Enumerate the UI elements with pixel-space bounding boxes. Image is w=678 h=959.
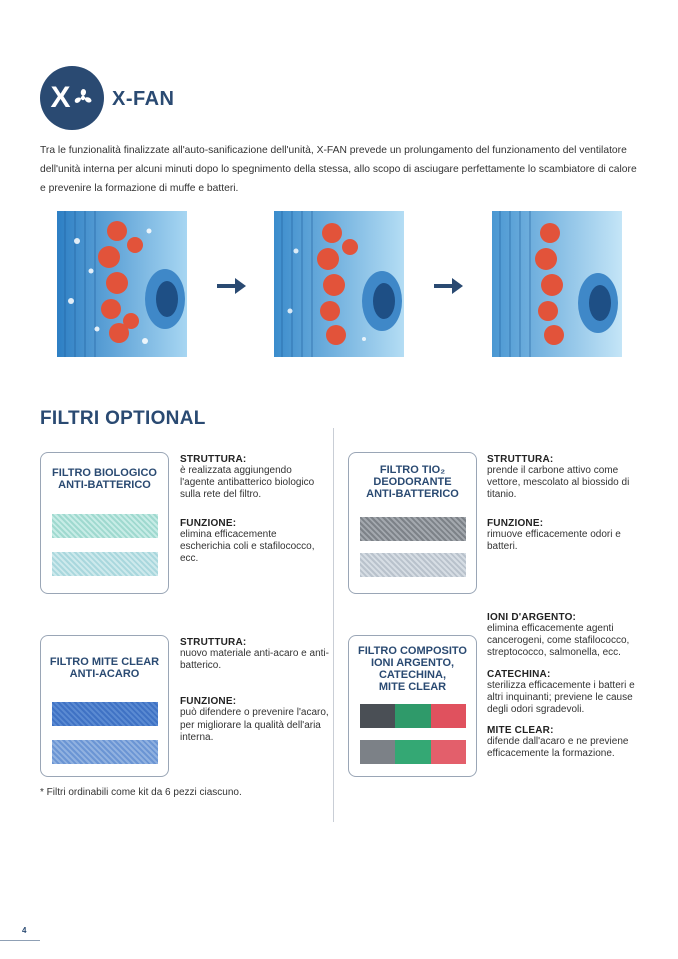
desc-text: nuovo materiale anti-acaro e anti-batterico. bbox=[180, 648, 329, 672]
filter-name: FILTRO BIOLOGICO bbox=[52, 467, 157, 479]
filter-name: DEODORANTE bbox=[373, 476, 452, 488]
desc-label: MITE CLEAR: bbox=[487, 725, 554, 737]
column-divider bbox=[333, 428, 334, 822]
filter-name: CATECHINA, bbox=[378, 669, 446, 681]
filter-name: FILTRO COMPOSITO bbox=[358, 645, 467, 657]
desc-label: STRUTTURA: bbox=[180, 637, 247, 648]
filter-desc-mite-clear bbox=[180, 637, 330, 744]
filter-card-biologico bbox=[40, 452, 169, 594]
filter-name: ANTI-BATTERICO bbox=[58, 479, 151, 491]
desc-text: elimina efficacemente agenti cancerogeni, come stafilococco, streptococco, salmonella, ecc. bbox=[487, 623, 630, 659]
coil-wet-image bbox=[57, 211, 187, 357]
desc-text: difende dall'acaro e ne previene efficacemente la formazione. bbox=[487, 736, 629, 760]
arrow-right-icon bbox=[217, 276, 247, 296]
desc-label: FUNZIONE: bbox=[180, 517, 237, 529]
filter-card-tio2 bbox=[348, 452, 477, 594]
filter-swatch-segment bbox=[395, 704, 431, 728]
footnote: * Filtri ordinabili come kit da 6 pezzi ciascuno. bbox=[40, 787, 242, 798]
filter-swatch bbox=[52, 702, 158, 726]
filter-swatch bbox=[52, 514, 158, 538]
filter-swatch-segment bbox=[360, 704, 395, 728]
filter-name: FILTRO TIO₂ bbox=[379, 464, 446, 476]
desc-label: STRUTTURA: bbox=[487, 454, 554, 465]
filter-swatch bbox=[360, 553, 466, 577]
desc-label: IONI D'ARGENTO: bbox=[487, 612, 577, 623]
logo-letter: X bbox=[50, 81, 70, 114]
filtri-title: FILTRI OPTIONAL bbox=[40, 408, 206, 429]
filter-desc-biologico bbox=[180, 454, 328, 565]
desc-text: sterilizza efficacemente i batteri e altri inquinanti; previene le cause degli odori sgradevoli. bbox=[487, 679, 635, 716]
coil-dry-image bbox=[492, 211, 622, 357]
filter-name: ANTI-BATTERICO bbox=[366, 488, 459, 500]
x-fan-logo bbox=[40, 66, 104, 130]
desc-text: rimuove efficacemente odori e batteri. bbox=[487, 528, 621, 552]
desc-text: può difendere o prevenire l'acaro, per migliorare la qualità dell'aria interna. bbox=[180, 707, 329, 743]
desc-label: FUNZIONE: bbox=[180, 696, 237, 708]
filter-desc-tio2 bbox=[487, 454, 637, 553]
filter-name: FILTRO MITE CLEAR bbox=[49, 656, 160, 668]
desc-label: CATECHINA: bbox=[487, 668, 551, 680]
page-number: 4 bbox=[22, 926, 27, 935]
filter-card-mite-clear bbox=[40, 635, 169, 777]
filter-swatch-segment bbox=[360, 740, 395, 764]
filter-name: IONI ARGENTO, bbox=[370, 657, 455, 669]
desc-label: STRUTTURA: bbox=[180, 454, 247, 465]
filter-desc-composito bbox=[487, 612, 649, 761]
filter-swatch-segment bbox=[395, 740, 431, 764]
coil-drying-image bbox=[274, 211, 404, 357]
desc-text: prende il carbone attivo come vettore, mescolato al biossido di titanio. bbox=[487, 465, 630, 501]
filter-swatch-segment bbox=[431, 740, 466, 764]
desc-text: è realizzata aggiungendo l'agente antibatterico biologico sulla rete del filtro. bbox=[180, 465, 315, 501]
filter-name: MITE CLEAR bbox=[378, 681, 447, 693]
desc-label: FUNZIONE: bbox=[487, 517, 544, 529]
filter-swatch bbox=[52, 740, 158, 764]
filter-swatch bbox=[360, 517, 466, 541]
desc-text: elimina efficacemente escherichia coli e stafilococco, ecc. bbox=[180, 528, 315, 565]
intro-paragraph: Tra le funzionalità finalizzate all'auto-sanificazione dell'unità, X-FAN prevede un prolungamento del funzionamento del ventilatore dell'unità interna per alcuni minuti dopo lo spegnimento della stessa, allo scopo di asciugare perfettamente lo scambiatore di calore e prevenire la formazione di muffe e batteri. bbox=[40, 145, 637, 194]
page-number-rule bbox=[0, 940, 40, 941]
xfan-title: X-FAN bbox=[112, 88, 175, 110]
arrow-right-icon bbox=[434, 276, 464, 296]
filter-card-composito bbox=[348, 635, 477, 777]
fan-icon bbox=[72, 87, 94, 109]
filter-swatch bbox=[52, 552, 158, 576]
filter-swatch-segment bbox=[431, 704, 466, 728]
filter-name: ANTI-ACARO bbox=[69, 668, 140, 680]
